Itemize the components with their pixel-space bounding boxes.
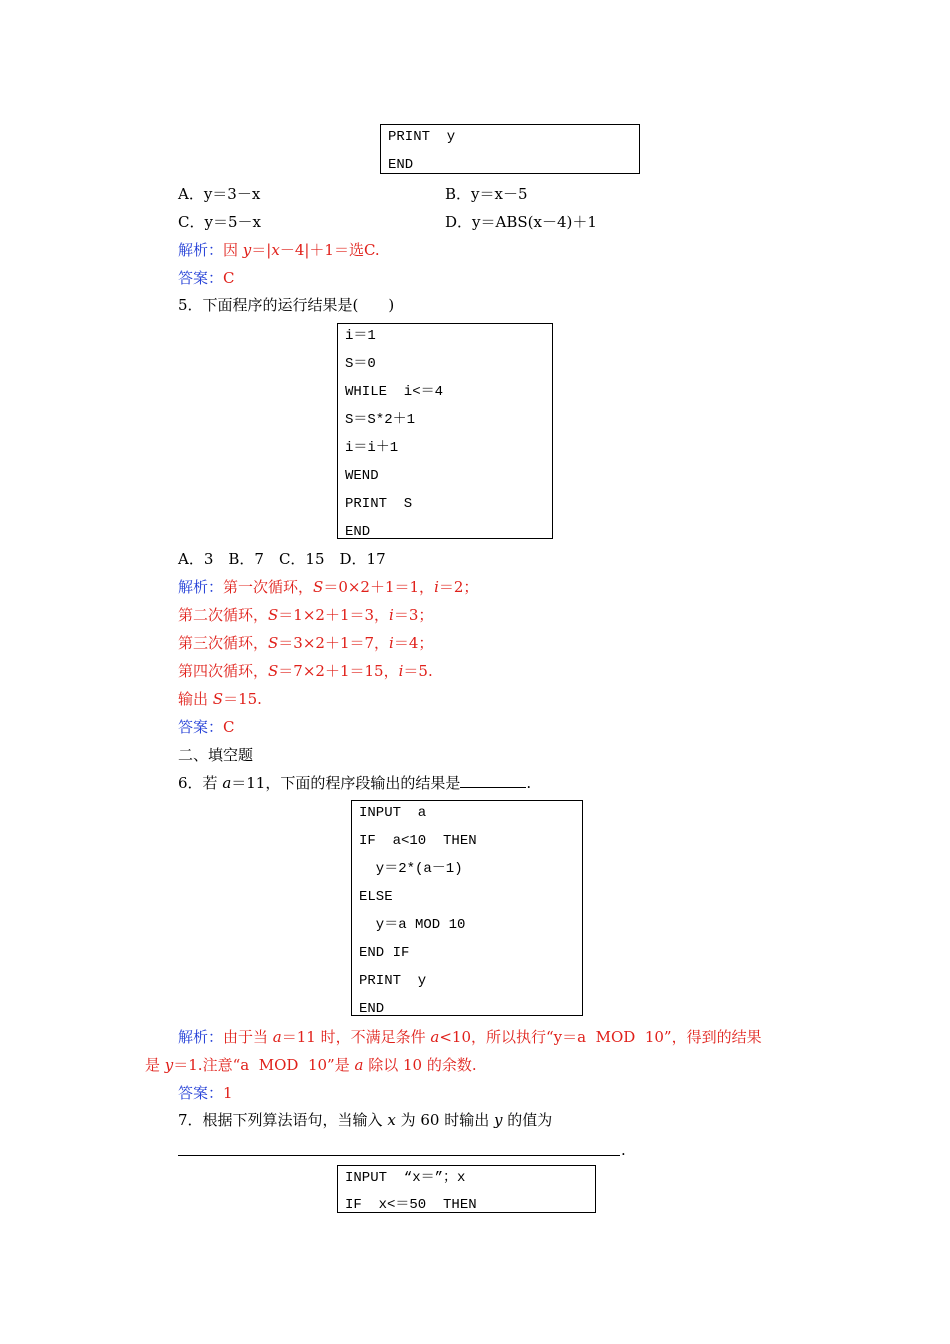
analysis-text: ＝15. [223,690,262,708]
analysis-text: ＝7×2＋1＝15， [278,662,399,680]
code-line: IF a<10 THEN [359,833,477,849]
var-s: S [313,578,324,596]
analysis-text: 第三次循环， [178,634,269,652]
q4-analysis [178,240,380,260]
q5-options: A．3 B．7 C．15 D．17 [178,550,386,568]
question-text: 7．根据下列算法语句，当输入 [178,1111,388,1129]
analysis-text: －4|＋1＝选C. [279,241,380,259]
code-line: END [388,157,414,173]
q5-question: 5．下面程序的运行结果是( ) [178,296,395,314]
var-s: S [212,690,224,708]
q5-answer [178,717,235,737]
code-line: END IF [359,945,410,961]
var-x: x [387,1111,396,1129]
code-box-1 [380,124,640,174]
code-box-3 [351,800,583,1016]
q4-answer [178,268,235,288]
analysis-text: ＝| [251,241,272,259]
code-box-4 [337,1165,596,1213]
var-a: a [222,774,232,792]
question-text: 6．若 [178,774,223,792]
code-line: END [345,524,371,540]
var-y: y [493,1111,503,1129]
analysis-text: ＝5. [403,662,433,680]
analysis-text: ＝0×2＋1＝1， [323,578,435,596]
code-line: WEND [345,468,379,484]
code-line: INPUT “x＝”；x [345,1170,466,1186]
q6-answer [178,1083,233,1103]
option-a: A．y＝3－x [178,185,261,203]
code-line: END [359,1001,385,1017]
answer-blank [460,773,526,788]
analysis-label: 解析： [178,241,224,259]
answer-label: 答案： [178,269,224,287]
answer-value: 1 [223,1084,233,1102]
analysis-text: ＝3×2＋1＝7， [278,634,390,652]
analysis-label: 解析： [178,1028,224,1046]
analysis-text: 是 [145,1056,165,1074]
var-s: S [268,634,279,652]
q5-analysis-row-3 [178,633,433,653]
q5-analysis-row-2 [178,605,433,625]
q7-question [178,1110,552,1130]
code-line: y＝2*(a－1) [359,861,463,877]
q6-question [178,773,531,793]
code-line: PRINT y [359,973,427,989]
analysis-text: ＝1.注意“a MOD 10”是 [173,1056,355,1074]
q5-analysis-row-4 [178,661,433,681]
answer-label: 答案： [178,1084,224,1102]
option-c: C．y＝5－x [178,213,261,231]
q6-analysis-line-1 [178,1027,762,1047]
analysis-text: 第一次循环， [223,578,314,596]
answer-value: C [223,269,235,287]
var-s: S [268,662,279,680]
analysis-text: <10，所以执行“y＝a MOD 10”，得到的结果 [439,1028,762,1046]
var-x: x [271,241,280,259]
code-line: S＝S*2＋1 [345,412,416,428]
code-line: IF x<＝50 THEN [345,1197,477,1213]
code-line: PRINT S [345,496,413,512]
code-box-2 [337,323,553,539]
analysis-text: ＝1×2＋1＝3， [278,606,390,624]
analysis-text: 因 [223,241,243,259]
var-i: i [389,606,394,624]
var-a: a [272,1028,282,1046]
analysis-text: 由于当 [223,1028,273,1046]
var-s: S [268,606,279,624]
var-i: i [398,662,404,680]
code-line: y＝a MOD 10 [359,917,466,933]
var-a: a [354,1056,364,1074]
var-i: i [389,634,394,652]
answer-blank [178,1155,620,1156]
answer-value: C [223,718,235,736]
analysis-text: 输出 [178,690,213,708]
q5-analysis-row-1 [178,577,478,597]
answer-label: 答案： [178,718,224,736]
analysis-text: 除以 10 的余数. [363,1056,477,1074]
code-line: S＝0 [345,356,376,372]
q6-analysis-line-2 [145,1055,477,1075]
analysis-text: ＝3； [393,606,434,624]
analysis-text: ＝4； [393,634,434,652]
var-y: y [164,1056,174,1074]
var-y: y [242,241,252,259]
question-text: ＝11，下面的程序段输出的结果是 [231,774,461,792]
q5-output [178,689,262,709]
question-text: 的值为 [502,1111,553,1129]
option-d: D．y＝ABS(x－4)＋1 [445,213,597,231]
var-a: a [430,1028,440,1046]
code-line: WHILE i<＝4 [345,384,444,400]
code-line: PRINT y [388,129,456,145]
code-line: i＝i＋1 [345,440,399,456]
analysis-text: ＝2； [438,578,479,596]
blank-end: . [621,1141,626,1159]
analysis-text: 第二次循环， [178,606,269,624]
analysis-text: 第四次循环， [178,662,269,680]
analysis-text: ＝11 时，不满足条件 [281,1028,431,1046]
option-b: B．y＝x－5 [445,185,528,203]
section-title: 二、填空题 [178,746,254,764]
code-line: i＝1 [345,328,376,344]
var-i: i [434,578,439,596]
question-text: . [526,774,532,792]
code-line: INPUT a [359,805,427,821]
code-line: ELSE [359,889,393,905]
question-text: 为 60 时输出 [395,1111,494,1129]
analysis-label: 解析： [178,578,224,596]
